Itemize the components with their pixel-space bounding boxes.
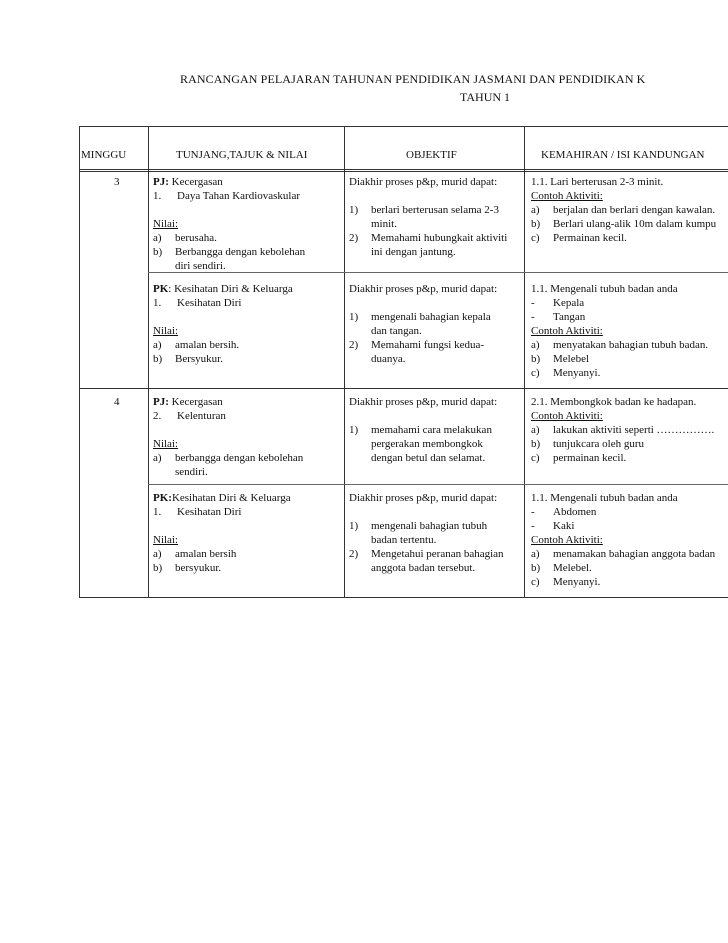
objektif-text: memahami cara melakukan bbox=[371, 424, 492, 436]
objektif-cell bbox=[349, 175, 507, 259]
kemahiran-marker: b) bbox=[531, 562, 541, 574]
contoh-aktiviti-label: Contoh Aktiviti: bbox=[531, 190, 603, 202]
tajuk-text: Kesihatan Diri bbox=[177, 297, 242, 309]
kemahiran-marker: a) bbox=[531, 424, 540, 436]
kemahiran-text: Melebel bbox=[553, 353, 590, 365]
nilai-marker: a) bbox=[153, 452, 162, 464]
objektif-marker: 1) bbox=[349, 204, 359, 216]
kemahiran-text: Menyanyi. bbox=[553, 576, 601, 588]
column-divider bbox=[148, 127, 149, 597]
contoh-aktiviti-label: Contoh Aktiviti: bbox=[531, 325, 603, 337]
nilai-marker: a) bbox=[153, 548, 162, 560]
objektif-text: dan tangan. bbox=[371, 325, 422, 337]
objektif-marker: 1) bbox=[349, 424, 359, 436]
kemahiran-heading: 1.1. Mengenali tubuh badan anda bbox=[531, 283, 678, 295]
nilai-text: amalan bersih bbox=[175, 548, 237, 560]
kemahiran-text: Tangan bbox=[553, 311, 586, 323]
kemahiran-marker: - bbox=[531, 311, 535, 323]
kemahiran-text: permainan kecil. bbox=[553, 452, 627, 464]
kemahiran-heading: 1.1. Lari berterusan 2-3 minit. bbox=[531, 176, 664, 188]
nilai-text: berbangga dengan kebolehan bbox=[175, 452, 304, 464]
header-rule bbox=[80, 169, 728, 172]
tunjang-topic: Kecergasan bbox=[171, 396, 223, 408]
kemahiran-text: Permainan kecil. bbox=[553, 232, 627, 244]
objektif-cell bbox=[349, 491, 504, 575]
tajuk-number: 1. bbox=[153, 297, 162, 309]
kemahiran-cell bbox=[531, 395, 714, 465]
nilai-text: bersyukur. bbox=[175, 562, 222, 574]
kemahiran-marker: c) bbox=[531, 576, 540, 588]
tunjang-tag: PJ: bbox=[153, 396, 169, 408]
objektif-text: Mengetahui peranan bahagian bbox=[371, 548, 504, 560]
objektif-intro: Diakhir proses p&p, murid dapat: bbox=[349, 176, 498, 188]
nilai-marker: b) bbox=[153, 246, 163, 258]
tunjang-cell bbox=[153, 175, 305, 273]
objektif-text: minit. bbox=[371, 218, 397, 230]
column-divider bbox=[344, 127, 345, 597]
tajuk-number: 1. bbox=[153, 190, 162, 202]
tunjang-topic: Kesihatan Diri & Keluarga bbox=[171, 492, 291, 504]
header-kemahiran: KEMAHIRAN / ISI KANDUNGAN bbox=[541, 149, 705, 161]
objektif-marker: 1) bbox=[349, 311, 359, 323]
nilai-text: sendiri. bbox=[175, 466, 208, 478]
objektif-marker: 2) bbox=[349, 232, 359, 244]
kemahiran-heading: 1.1. Mengenali tubuh badan anda bbox=[531, 492, 678, 504]
kemahiran-heading: 2.1. Membongkok badan ke hadapan. bbox=[531, 396, 697, 408]
nilai-text: diri sendiri. bbox=[175, 260, 226, 272]
objektif-intro: Diakhir proses p&p, murid dapat: bbox=[349, 396, 498, 408]
objektif-marker bbox=[349, 533, 371, 547]
tunjang-topic: Kecergasan bbox=[171, 176, 223, 188]
nilai-marker: b) bbox=[153, 353, 163, 365]
tunjang-tag: PJ: bbox=[153, 176, 169, 188]
objektif-text: Memahami hubungkait aktiviti bbox=[371, 232, 508, 244]
week-rule bbox=[80, 388, 728, 389]
objektif-intro: Diakhir proses p&p, murid dapat: bbox=[349, 283, 498, 295]
objektif-text: mengenali bahagian tubuh bbox=[371, 520, 488, 532]
week-number: 4 bbox=[114, 396, 120, 408]
title-line-2: TAHUN 1 bbox=[460, 90, 511, 104]
kemahiran-marker: b) bbox=[531, 218, 541, 230]
nilai-text: berusaha. bbox=[175, 232, 217, 244]
kemahiran-cell bbox=[531, 175, 716, 245]
objektif-text: duanya. bbox=[371, 353, 406, 365]
nilai-text: amalan bersih. bbox=[175, 339, 240, 351]
nilai-label: Nilai: bbox=[153, 325, 179, 337]
objektif-marker: 2) bbox=[349, 339, 359, 351]
tunjang-tag: PK bbox=[153, 283, 169, 295]
objektif-text: pergerakan membongkok bbox=[371, 438, 483, 450]
kemahiran-marker: c) bbox=[531, 367, 540, 379]
kemahiran-text: Menyanyi. bbox=[553, 367, 601, 379]
kemahiran-text: berjalan dan berlari dengan kawalan. bbox=[553, 204, 716, 216]
kemahiran-marker: c) bbox=[531, 232, 540, 244]
nilai-text: Bersyukur. bbox=[175, 353, 223, 365]
objektif-text: dengan betul dan selamat. bbox=[371, 452, 486, 464]
tajuk-text: Kelenturan bbox=[177, 410, 226, 422]
kemahiran-text: Melebel. bbox=[553, 562, 592, 574]
objektif-marker: 2) bbox=[349, 548, 359, 560]
kemahiran-marker: - bbox=[531, 297, 535, 309]
objektif-marker bbox=[349, 352, 371, 366]
objektif-marker bbox=[349, 437, 371, 451]
objektif-intro: Diakhir proses p&p, murid dapat: bbox=[349, 492, 498, 504]
lesson-plan-table bbox=[79, 126, 728, 598]
objektif-text: badan tertentu. bbox=[371, 534, 437, 546]
objektif-marker bbox=[349, 324, 371, 338]
kemahiran-cell bbox=[531, 491, 715, 589]
kemahiran-text: Berlari ulang-alik 10m dalam kumpu bbox=[553, 218, 717, 230]
header-tunjang: TUNJANG,TAJUK & NILAI bbox=[176, 149, 308, 161]
objektif-text: berlari berterusan selama 2-3 bbox=[371, 204, 499, 216]
objektif-text: mengenali bahagian kepala bbox=[371, 311, 491, 323]
tunjang-cell bbox=[153, 491, 291, 575]
contoh-aktiviti-label: Contoh Aktiviti: bbox=[531, 534, 603, 546]
objektif-cell bbox=[349, 282, 497, 366]
kemahiran-text: Kaki bbox=[553, 520, 575, 532]
tajuk-number: 2. bbox=[153, 410, 162, 422]
column-divider bbox=[524, 127, 525, 597]
tajuk-text: Kesihatan Diri bbox=[177, 506, 242, 518]
week-number: 3 bbox=[114, 176, 120, 188]
block-rule bbox=[148, 484, 728, 485]
nilai-marker: b) bbox=[153, 562, 163, 574]
kemahiran-marker: b) bbox=[531, 438, 541, 450]
kemahiran-text: menamakan bahagian anggota badan bbox=[553, 548, 716, 560]
tajuk-number: 1. bbox=[153, 506, 162, 518]
objektif-marker bbox=[349, 561, 371, 575]
kemahiran-marker: - bbox=[531, 520, 535, 532]
nilai-text: Berbangga dengan kebolehan bbox=[175, 246, 306, 258]
kemahiran-text: Kepala bbox=[553, 297, 585, 309]
kemahiran-text: menyatakan bahagian tubuh badan. bbox=[553, 339, 709, 351]
tunjang-topic: : Kesihatan Diri & Keluarga bbox=[168, 283, 293, 295]
kemahiran-marker: b) bbox=[531, 353, 541, 365]
tajuk-text: Daya Tahan Kardiovaskular bbox=[177, 190, 301, 202]
tunjang-cell bbox=[153, 282, 293, 366]
objektif-text: ini dengan jantung. bbox=[371, 246, 456, 258]
kemahiran-cell bbox=[531, 282, 708, 380]
nilai-marker bbox=[153, 259, 175, 273]
objektif-text: Memahami fungsi kedua- bbox=[371, 339, 485, 351]
contoh-aktiviti-label: Contoh Aktiviti: bbox=[531, 410, 603, 422]
kemahiran-marker: a) bbox=[531, 548, 540, 560]
nilai-label: Nilai: bbox=[153, 438, 179, 450]
nilai-marker: a) bbox=[153, 339, 162, 351]
kemahiran-marker: c) bbox=[531, 452, 540, 464]
header-objektif: OBJEKTIF bbox=[406, 149, 457, 161]
objektif-marker bbox=[349, 451, 371, 465]
nilai-label: Nilai: bbox=[153, 534, 179, 546]
tunjang-tag: PK: bbox=[153, 492, 172, 504]
kemahiran-text: tunjukcara oleh guru bbox=[553, 438, 645, 450]
nilai-marker bbox=[153, 465, 175, 479]
kemahiran-text: Abdomen bbox=[553, 506, 597, 518]
objektif-cell bbox=[349, 395, 497, 465]
objektif-text: anggota badan tersebut. bbox=[371, 562, 476, 574]
kemahiran-text: lakukan aktiviti seperti ……………. bbox=[553, 424, 715, 436]
objektif-marker: 1) bbox=[349, 520, 359, 532]
title-line-1: RANCANGAN PELAJARAN TAHUNAN PENDIDIKAN JASMANI DAN PENDIDIKAN K bbox=[180, 72, 646, 86]
objektif-marker bbox=[349, 217, 371, 231]
nilai-marker: a) bbox=[153, 232, 162, 244]
header-minggu: MINGGU bbox=[81, 149, 127, 161]
nilai-label: Nilai: bbox=[153, 218, 179, 230]
kemahiran-marker: a) bbox=[531, 204, 540, 216]
tunjang-cell bbox=[153, 395, 303, 479]
kemahiran-marker: - bbox=[531, 506, 535, 518]
kemahiran-marker: a) bbox=[531, 339, 540, 351]
objektif-marker bbox=[349, 245, 371, 259]
